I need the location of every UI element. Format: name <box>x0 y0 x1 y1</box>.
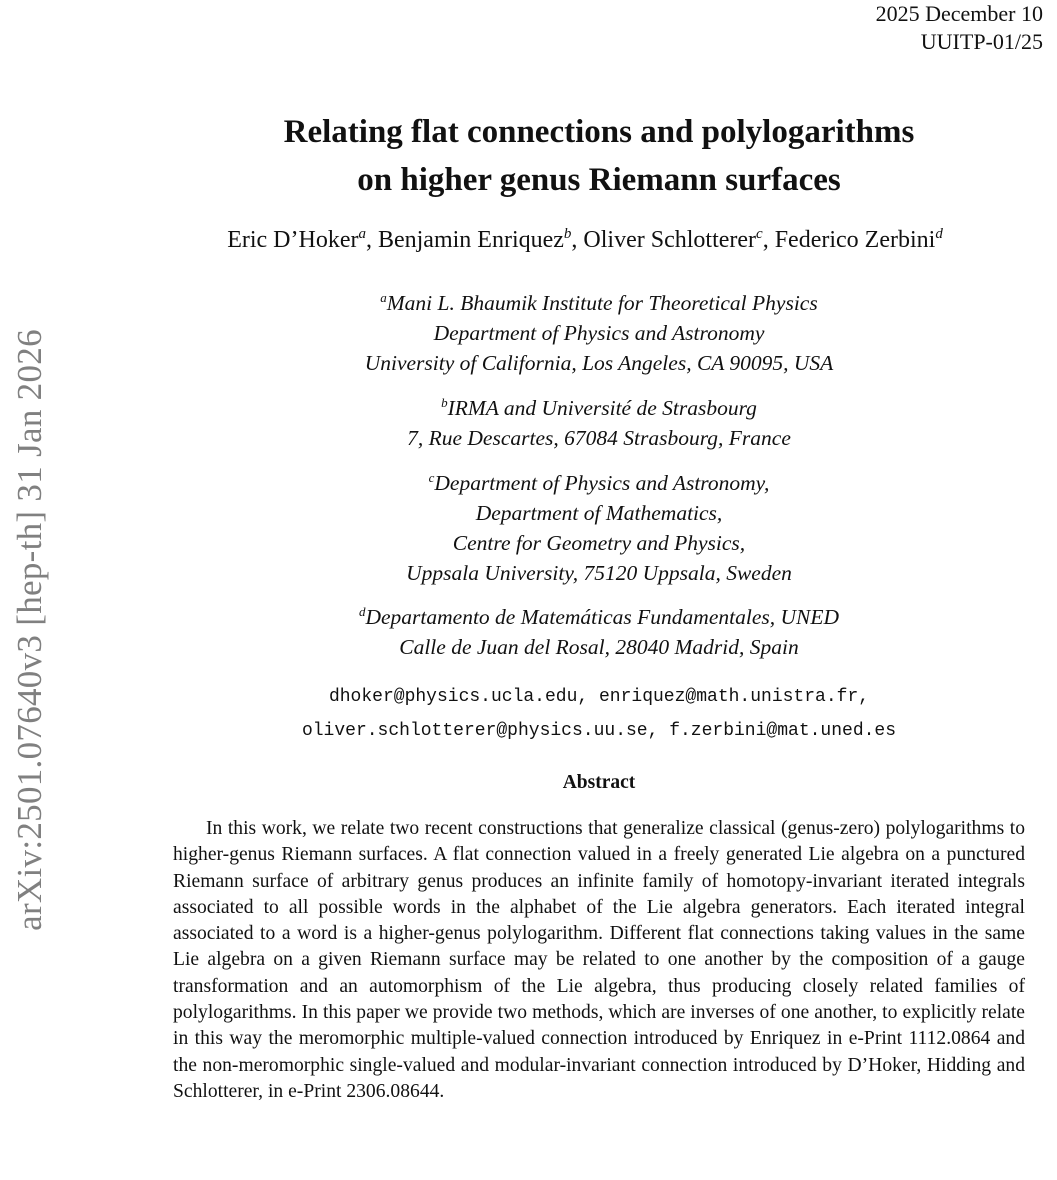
affiliation-c: $^c$Department of Physics and Astronomy, Department of Mathematics, Centre for Geometry and Physics, Uppsala University, 75120 Uppsala, Sweden <box>406 470 792 586</box>
abstract-text: In this work, we relate two recent constructions that generalize classical (genus-zero) polylogarithms to higher-genus Riemann surfaces. A flat connection valued in a freely generated Lie algebra on a punctured Riemann surface of arbitrary genus produces an infinite family of homotopy-invariant iterated integrals associated to all possible words in the alphabet of the Lie algebra generators. Each iterated integral associated to a word is a higher-genus polylogarithm. Different flat connections taking values in the same Lie algebra on a given Riemann surface may be related to one another by the composition of a gauge transformation and an automorphism of the Lie algebra, thus producing closely related families of polylogarithms. In this paper we provide two methods, which are inverses of one another, to explicitly relate in this way the meromorphic multiple-valued connection introduced by Enriquez in e-Print 1112.0864 and the non-meromorphic single-valued and modular-invariant connection introduced by D’Hoker, Hidding and Schlotterer, in e-Print 2306.08644. <box>173 818 1025 1102</box>
author: Oliver Schlotterer$^c$ <box>583 226 763 253</box>
title-line-2: on higher genus Riemann surfaces <box>357 162 841 198</box>
author: Eric D’Hoker$^a$ <box>227 226 366 253</box>
author: Federico Zerbini$^d$ <box>774 226 943 253</box>
arxiv-stamp: arXiv:2501.07640v3 [hep-th] 31 Jan 2026 <box>10 329 49 931</box>
affiliation-d: $^d$Departamento de Matemáticas Fundamentales, UNED Calle de Juan del Rosal, 28040 Madrid, Spain <box>358 604 839 660</box>
paper-title <box>173 108 1025 204</box>
author-list: Eric D’Hoker$^a$, Benjamin Enriquez$^b$, Oliver Schlotterer$^c$, Federico Zerbini$^d$ <box>227 226 943 253</box>
header <box>876 0 1043 56</box>
author: Benjamin Enriquez$^b$ <box>377 226 572 253</box>
abstract-heading: Abstract <box>562 772 636 793</box>
date: 2025 December 10 <box>875 1 1043 26</box>
affiliation-a: $^a$Mani L. Bhaumik Institute for Theoretical Physics Department of Physics and Astronomy University of California, Los Angeles, CA 90095, USA <box>364 290 834 376</box>
affiliation-b: $^b$IRMA and Université de Strasbourg 7, Rue Descartes, 67084 Strasbourg, France <box>407 395 791 451</box>
title-line-1: Relating flat connections and polylogarithms <box>283 114 915 150</box>
report-number: UUITP-01/25 <box>920 29 1043 54</box>
emails: dhoker@physics.ucla.edu, enriquez@math.unistra.fr, oliver.schlotterer@physics.uu.se, f.zerbini@mat.uned.es <box>301 687 897 741</box>
